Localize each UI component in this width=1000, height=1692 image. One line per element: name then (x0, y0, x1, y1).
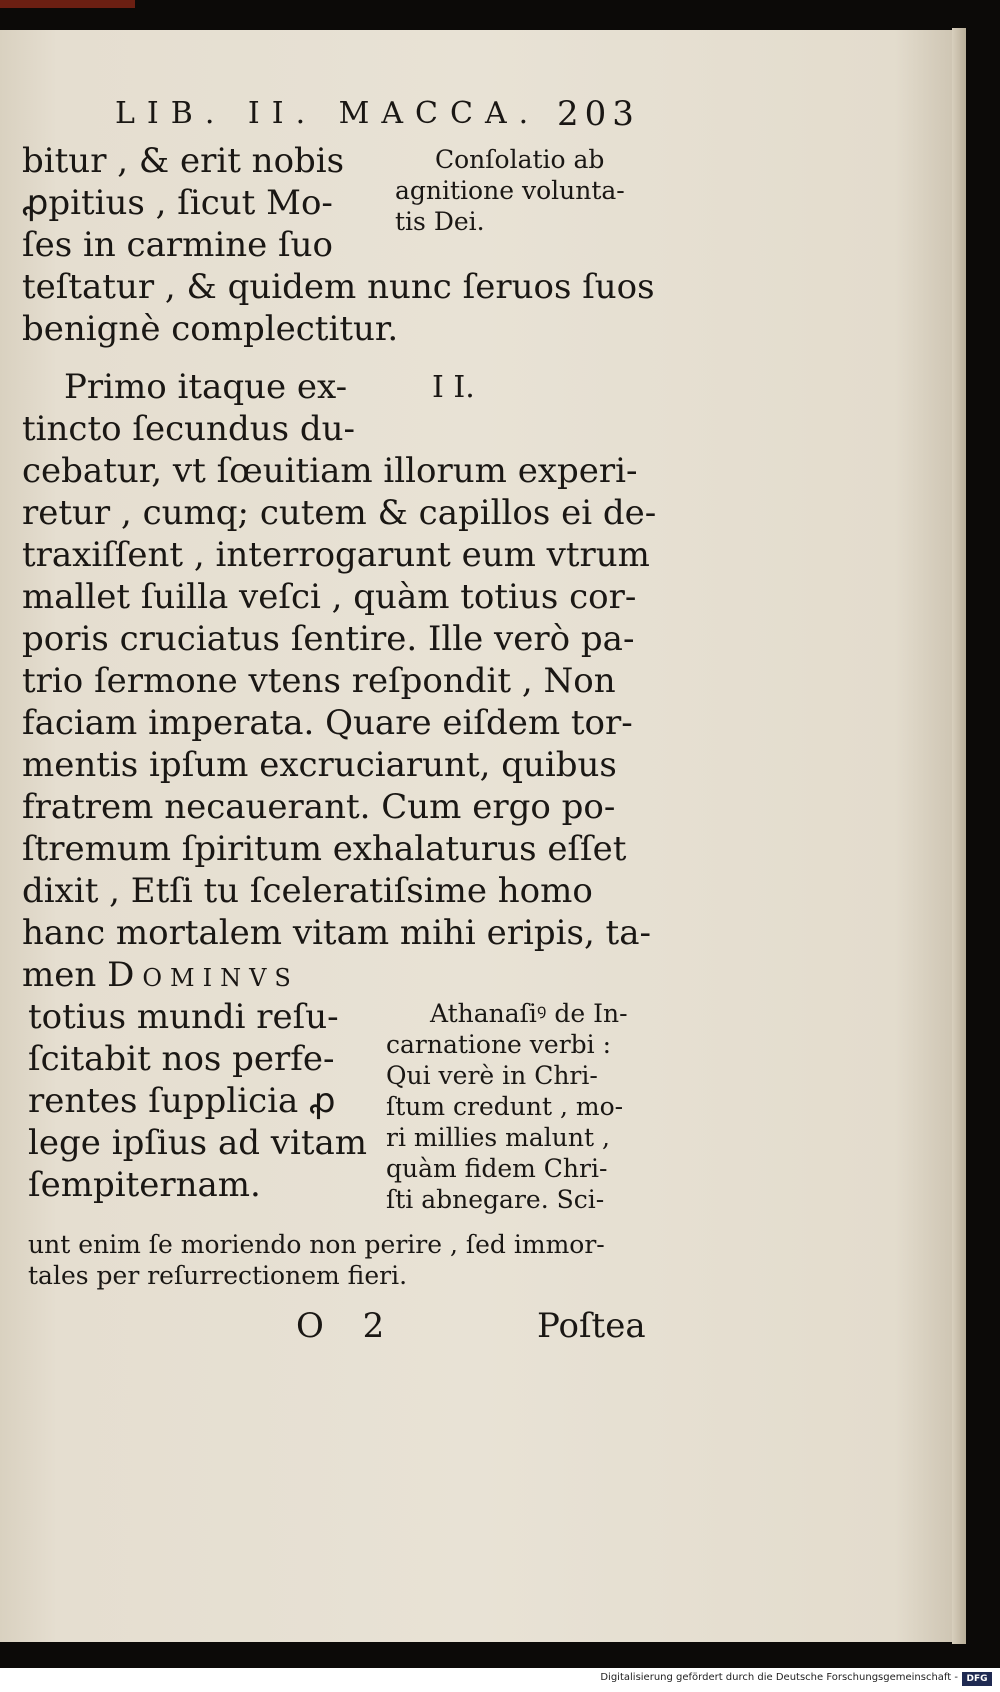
text-line-men (22, 954, 656, 996)
text-block-2 (22, 366, 656, 996)
margin-note-line: Conſolatio ab (435, 145, 605, 174)
text-line: traxiſſent , interrogarunt eum vtrum (22, 535, 650, 575)
text-line: lege ipſius ad vitam (28, 1123, 368, 1163)
text-line: benignè complectitur. (22, 309, 399, 349)
margin-note-line: quàm fidem Chri- (386, 1154, 608, 1183)
text-line: fratrem necauerant. Cum ergo po- (22, 787, 616, 827)
text-line: bitur , & erit nobis (22, 141, 345, 181)
text-line: tincto ſecundus du- (22, 409, 356, 449)
binding-edge (0, 0, 135, 8)
text-line: totius mundi reſu- (28, 997, 339, 1037)
margin-note-line: ſtum credunt , mo- (386, 1092, 624, 1121)
digitization-credit: Digitalisierung gefördert durch die Deutsche Forschungsgemeinschaft - (600, 1672, 958, 1683)
margin-note-line: ri millies malunt , (386, 1123, 610, 1152)
text-line: retur , cumq; cutem & capillos ei de- (22, 493, 657, 533)
page-fore-edge (952, 28, 966, 1644)
text-line: mentis ipſum excruciarunt, quibus (22, 745, 617, 785)
section-number: I I. (432, 370, 475, 405)
margin-note-consolatio (395, 144, 625, 237)
text-line: ſempiternam. (28, 1165, 261, 1205)
text-line: ſcitabit nos perfe- (28, 1039, 335, 1079)
margin-note-line: tales per reſurrectionem fieri. (28, 1261, 408, 1290)
text-line: trio ſermone vtens reſpondit , Non (22, 661, 616, 701)
text-line: poris cruciatus ſentire. Ille verò pa- (22, 619, 635, 659)
text-line: Primo itaque ex- (64, 367, 348, 407)
dominus-word: Dominvs (107, 955, 299, 995)
margin-note-line: Qui verè in Chri- (386, 1061, 598, 1090)
text-line: dixit , Etſi tu ſceleratiſsime homo (22, 871, 593, 911)
margin-note-athanasius (386, 998, 628, 1215)
text-line: ſes in carmine ſuo (22, 225, 333, 265)
text-line: faciam imperata. Quare eiſdem tor- (22, 703, 633, 743)
text-line: ꝓpitius , ſicut Mo- (22, 183, 333, 223)
margin-note-line: agnitione volunta- (395, 176, 625, 205)
catchword: Poſtea (537, 1306, 646, 1346)
folio-number: 203 (557, 94, 640, 134)
margin-note-line: carnatione verbi : (386, 1030, 612, 1059)
text-line: ſtremum ſpiritum exhalaturus eſſet (22, 829, 627, 869)
text-line: rentes ſupplicia ꝓ (28, 1081, 336, 1121)
margin-note-line: tis Dei. (395, 207, 485, 236)
margin-note-line: Athanaſiꝰ de In- (430, 999, 628, 1028)
text-line: cebatur, vt ſœuitiam illorum experi- (22, 451, 638, 491)
dfg-logo: DFG (962, 1672, 992, 1686)
text-line: hanc mortalem vitam mihi eripis, ta- (22, 913, 651, 953)
margin-note-continuation (28, 1229, 605, 1291)
text-line: mallet ſuilla veſci , quàm totius cor- (22, 577, 637, 617)
margin-note-line: unt enim ſe moriendo non perire , ſed immor- (28, 1230, 605, 1259)
text-block-3 (28, 996, 367, 1206)
margin-note-line: ſti abnegare. Sci- (386, 1185, 605, 1214)
text-line: teſtatur , & quidem nunc ſeruos ſuos (22, 267, 655, 307)
running-head: LIB. II. MACCA. (115, 96, 541, 131)
signature-mark: O 2 (296, 1306, 399, 1346)
men-word: men (22, 955, 97, 995)
